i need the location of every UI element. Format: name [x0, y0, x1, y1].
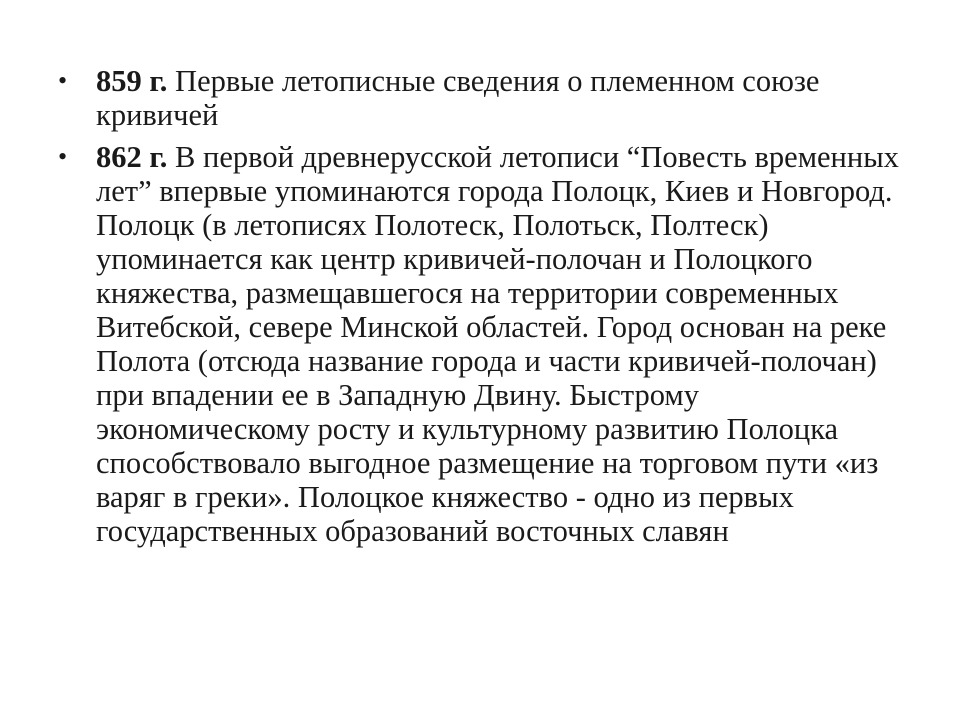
bullet-icon: • [58, 66, 68, 95]
bullet-text: Первые летописные сведения о племенном союзе кривичей [96, 64, 820, 132]
bullet-icon: • [58, 142, 68, 171]
bullet-item-859 [58, 64, 918, 132]
bullet-item-862 [58, 140, 918, 548]
bullet-list [58, 64, 918, 556]
year-label: 859 г. [96, 64, 168, 98]
bullet-text: В первой древнерусской летописи “Повесть временных лет” впервые упоминаются города Полоцк, Киев и Новгород. Полоцк (в летописях Полотеск, Полотьск, Полтеск) упоминается как центр кривичей-полочан и Полоцкого княжества, размещавшегося на территории современных Витебской, севере Минской областей. Город основан на реке Полота (отсюда название города и части кривичей-полочан) при впадении ее в Западную Двину. Быстрому экономическому росту и культурному развитию Полоцка способствовало выгодное размещение на торговом пути «из варяг в греки». Полоцкое княжество - одно из первых государственных образований восточных славян [96, 140, 899, 548]
year-label: 862 г. [96, 140, 168, 174]
